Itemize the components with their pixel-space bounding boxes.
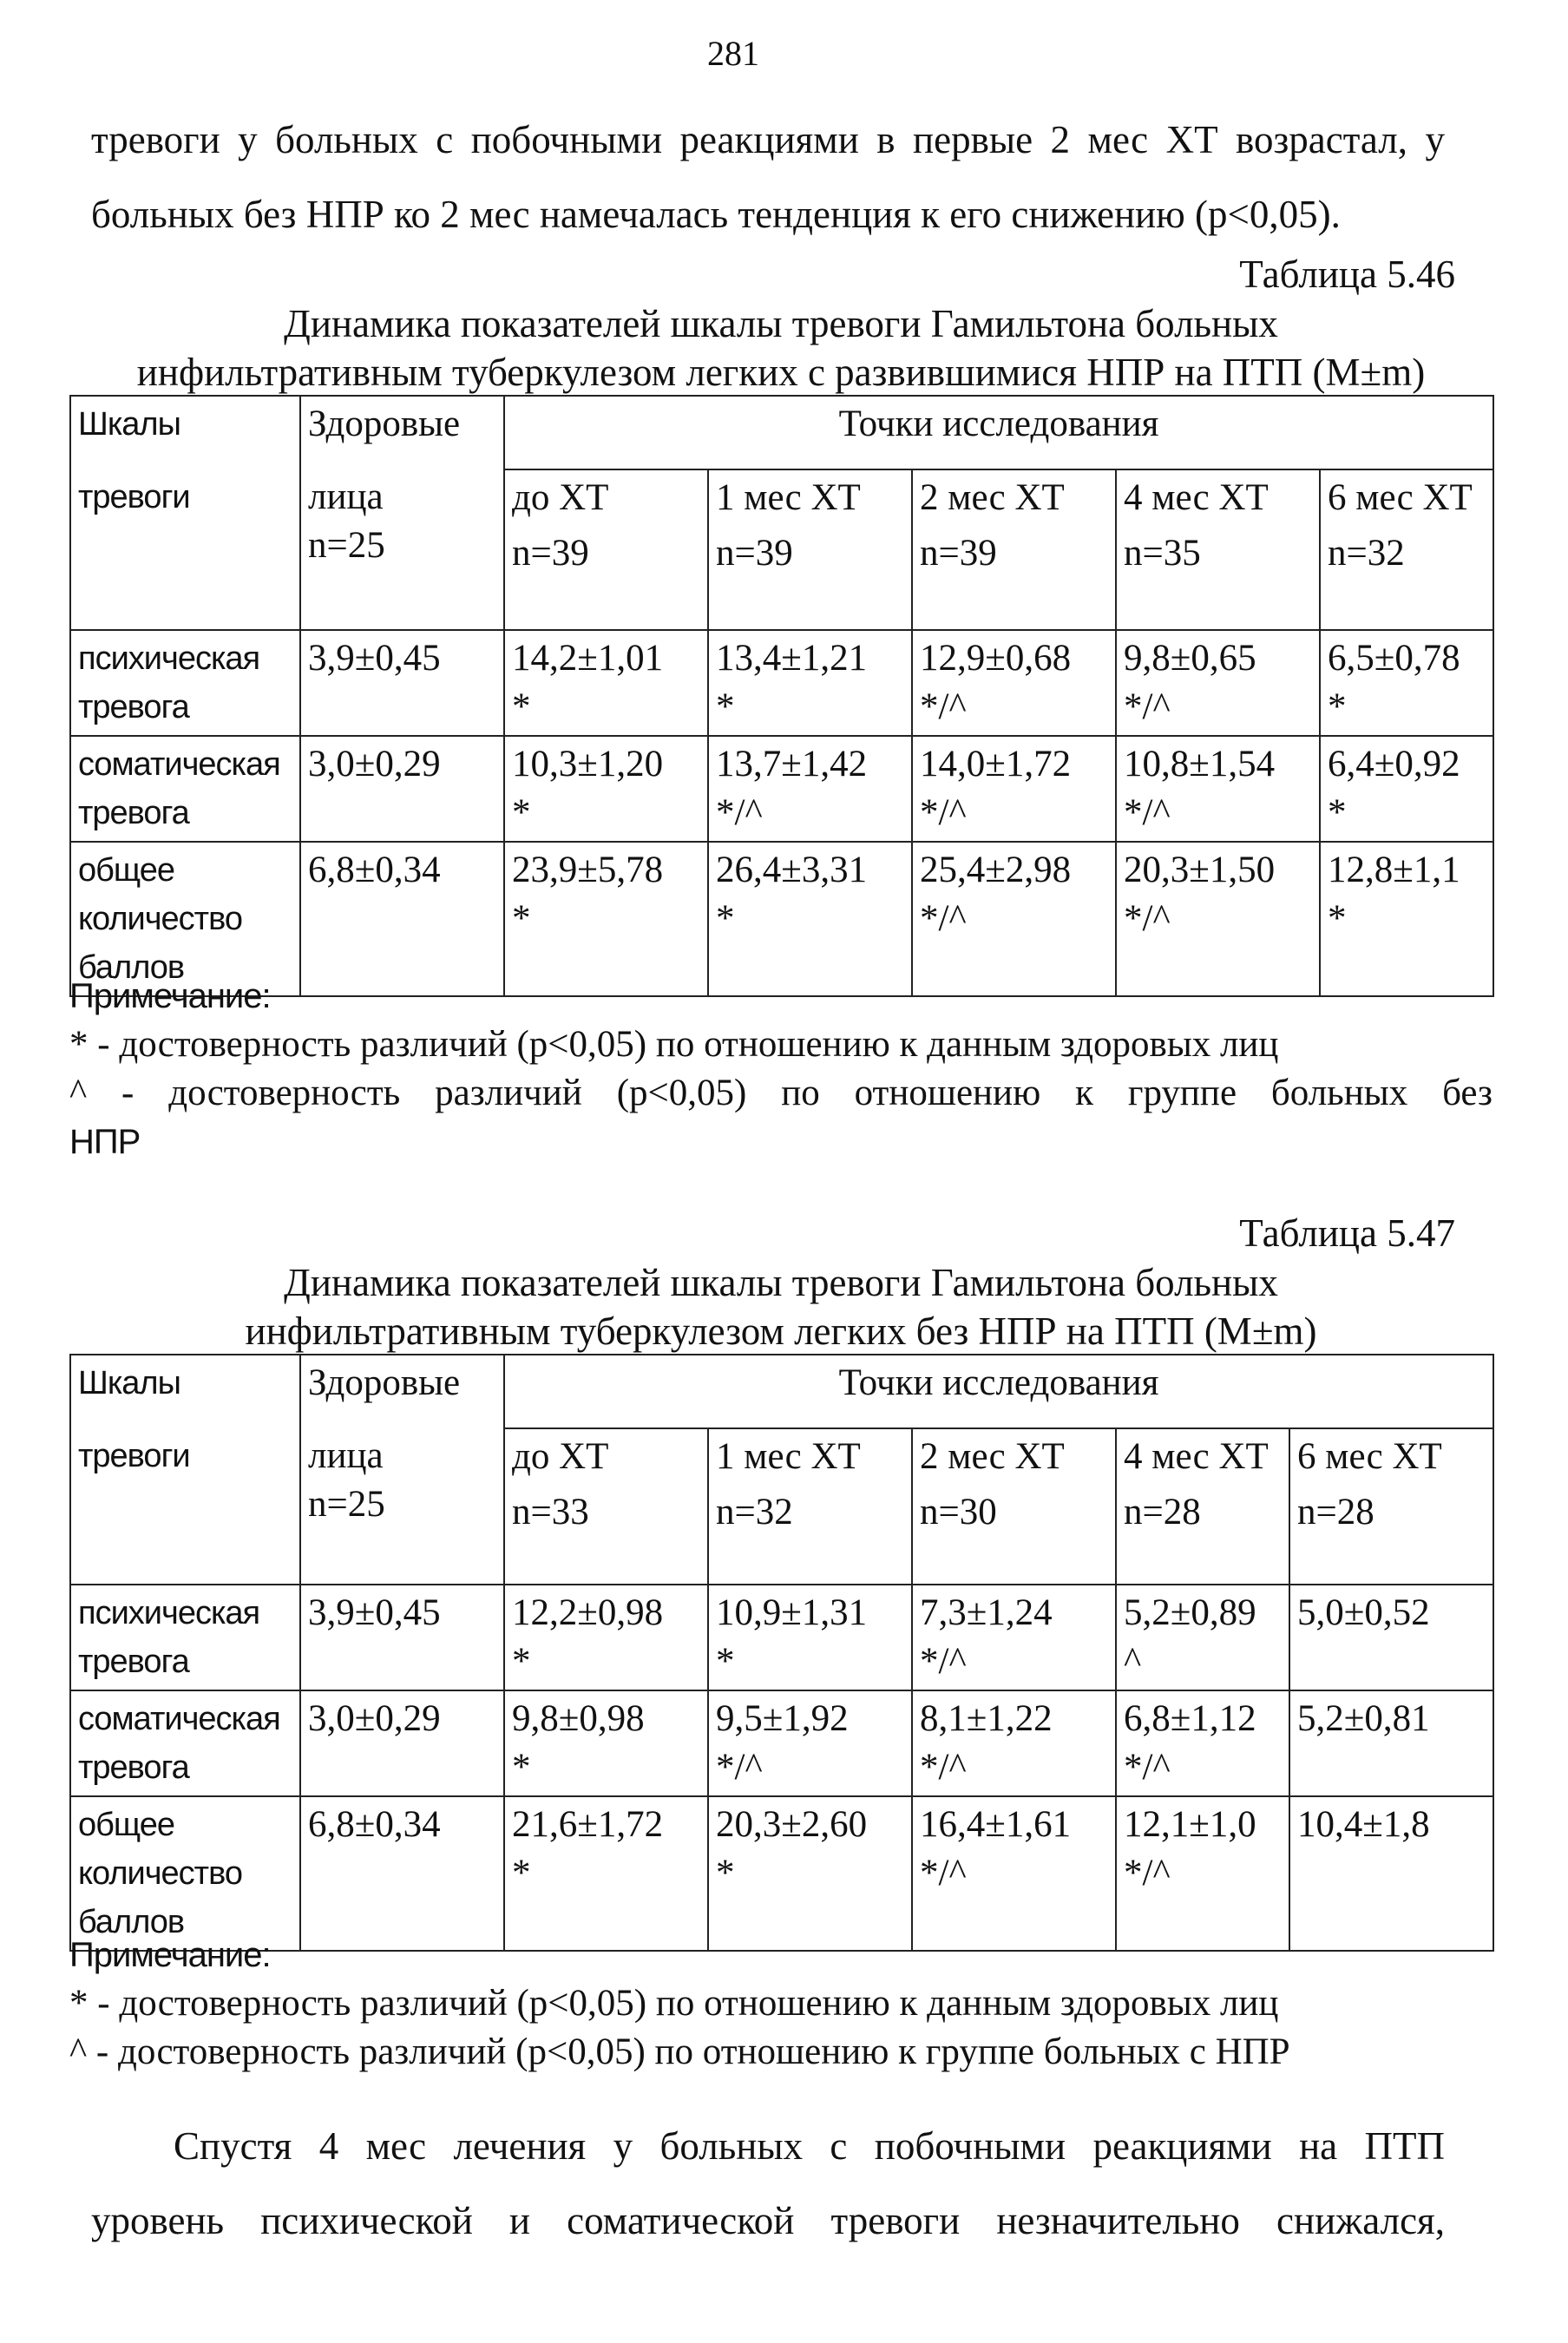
value-cell: 6,8±1,12 */^ (1116, 1690, 1289, 1796)
table2-col-header: 6 мес ХТ n=28 (1289, 1428, 1493, 1585)
table2-header-scales: Шкалы тревоги (70, 1355, 300, 1585)
healthy-value: 6,8±0,34 (300, 1796, 504, 1951)
healthy-value: 3,0±0,29 (300, 736, 504, 842)
table1-note (69, 972, 1493, 1166)
value-cell: 12,8±1,1 * (1320, 842, 1493, 996)
value-cell: 20,3±1,50 */^ (1116, 842, 1320, 996)
row-label: общее количество баллов (70, 1796, 300, 1951)
value-cell: 10,8±1,54 */^ (1116, 736, 1320, 842)
value-cell: 6,5±0,78 * (1320, 630, 1493, 736)
value-cell: 20,3±2,60 * (708, 1796, 912, 1951)
table1-col-header: 2 мес ХТ n=39 (912, 469, 1116, 630)
value-cell: 13,7±1,42 */^ (708, 736, 912, 842)
table-row (70, 736, 1493, 842)
outro-line-2: уровень психической и соматической тревоги незначительно снижался, (91, 2199, 1445, 2242)
table-row (70, 1585, 1493, 1690)
table1-header-healthy: Здоровые лица n=25 (300, 396, 504, 630)
table-row (70, 630, 1493, 736)
table2 (69, 1354, 1494, 1952)
table-row (70, 1796, 1493, 1951)
healthy-value: 3,0±0,29 (300, 1690, 504, 1796)
value-cell: 14,2±1,01 * (504, 630, 708, 736)
table1-col-header: 6 мес ХТ n=32 (1320, 469, 1493, 630)
table2-note (69, 1931, 1493, 2077)
row-label: психическая тревога (70, 1585, 300, 1690)
healthy-value: 6,8±0,34 (300, 842, 504, 996)
table2-header-healthy: Здоровые лица n=25 (300, 1355, 504, 1585)
intro-line-2: больных без НПР ко 2 мес намечалась тенденция к его снижению (р<0,05). (91, 193, 1341, 236)
value-cell: 8,1±1,22 */^ (912, 1690, 1116, 1796)
table1-header-points: Точки исследования (504, 396, 1493, 469)
value-cell: 9,8±0,98 * (504, 1690, 708, 1796)
value-cell: 7,3±1,24 */^ (912, 1585, 1116, 1690)
intro-paragraph (91, 102, 1445, 252)
row-label: общее количество баллов (70, 842, 300, 996)
table-row (70, 1690, 1493, 1796)
table1 (69, 395, 1494, 997)
table2-note-1: * - достоверность различий (р<0,05) по отношению к данным здоровых лиц (69, 1983, 1279, 2024)
table1-title (69, 299, 1493, 397)
value-cell: 25,4±2,98 */^ (912, 842, 1116, 996)
healthy-value: 3,9±0,45 (300, 630, 504, 736)
value-cell: 6,4±0,92 * (1320, 736, 1493, 842)
intro-line-1: тревоги у больных с побочными реакциями в первые 2 мес ХТ возрастал, у (91, 118, 1445, 161)
table1-title-line-1: Динамика показателей шкалы тревоги Гамильтона больных (284, 302, 1278, 345)
table2-col-header: до ХТ n=33 (504, 1428, 708, 1585)
table1-header-scales: Шкалы тревоги (70, 396, 300, 630)
value-cell: 12,1±1,0 */^ (1116, 1796, 1289, 1951)
page-number: 281 (707, 34, 759, 73)
table1-note-1: * - достоверность различий (р<0,05) по отношению к данным здоровых лиц (69, 1024, 1279, 1065)
table2-title-line-1: Динамика показателей шкалы тревоги Гамильтона больных (284, 1261, 1278, 1304)
value-cell: 10,3±1,20 * (504, 736, 708, 842)
outro-line-1: Спустя 4 мес лечения у больных с побочными реакциями на ПТП (174, 2124, 1445, 2168)
table1-title-line-2: инфильтративным туберкулезом легких с развившимися НПР на ПТП (M±m) (136, 351, 1426, 394)
value-cell: 9,8±0,65 */^ (1116, 630, 1320, 736)
table1-note-title: Примечание: (69, 977, 271, 1015)
table1-label: Таблица 5.46 (1239, 253, 1455, 296)
table2-col-header: 4 мес ХТ n=28 (1116, 1428, 1289, 1585)
value-cell: 23,9±5,78 * (504, 842, 708, 996)
table2-note-title: Примечание: (69, 1936, 271, 1974)
value-cell: 13,4±1,21 * (708, 630, 912, 736)
row-label: психическая тревога (70, 630, 300, 736)
table1-note-2b: НПР (69, 1123, 141, 1161)
outro-paragraph (91, 2109, 1445, 2258)
table2-col-header: 1 мес ХТ n=32 (708, 1428, 912, 1585)
value-cell: 16,4±1,61 */^ (912, 1796, 1116, 1951)
value-cell: 21,6±1,72 * (504, 1796, 708, 1951)
table1-col-header: до ХТ n=39 (504, 469, 708, 630)
value-cell: 26,4±3,31 * (708, 842, 912, 996)
table1-note-2a: ^ - достоверность различий (р<0,05) по отношению к группе больных без (69, 1073, 1493, 1113)
table2-title (69, 1258, 1493, 1355)
row-label: соматическая тревога (70, 1690, 300, 1796)
value-cell: 9,5±1,92 */^ (708, 1690, 912, 1796)
table2-label: Таблица 5.47 (1239, 1211, 1455, 1255)
healthy-value: 3,9±0,45 (300, 1585, 504, 1690)
table2-title-line-2: инфильтративным туберкулезом легких без НПР на ПТП (M±m) (245, 1309, 1317, 1353)
value-cell: 5,0±0,52 (1289, 1585, 1493, 1690)
table2-header-points: Точки исследования (504, 1355, 1493, 1428)
table2-note-2: ^ - достоверность различий (р<0,05) по отношению к группе больных с НПР (69, 2031, 1290, 2072)
row-label: соматическая тревога (70, 736, 300, 842)
table1-col-header: 1 мес ХТ n=39 (708, 469, 912, 630)
value-cell: 14,0±1,72 */^ (912, 736, 1116, 842)
value-cell: 12,2±0,98 * (504, 1585, 708, 1690)
value-cell: 12,9±0,68 */^ (912, 630, 1116, 736)
value-cell: 5,2±0,89 ^ (1116, 1585, 1289, 1690)
value-cell: 10,4±1,8 (1289, 1796, 1493, 1951)
value-cell: 10,9±1,31 * (708, 1585, 912, 1690)
value-cell: 5,2±0,81 (1289, 1690, 1493, 1796)
table2-col-header: 2 мес ХТ n=30 (912, 1428, 1116, 1585)
table1-col-header: 4 мес ХТ n=35 (1116, 469, 1320, 630)
